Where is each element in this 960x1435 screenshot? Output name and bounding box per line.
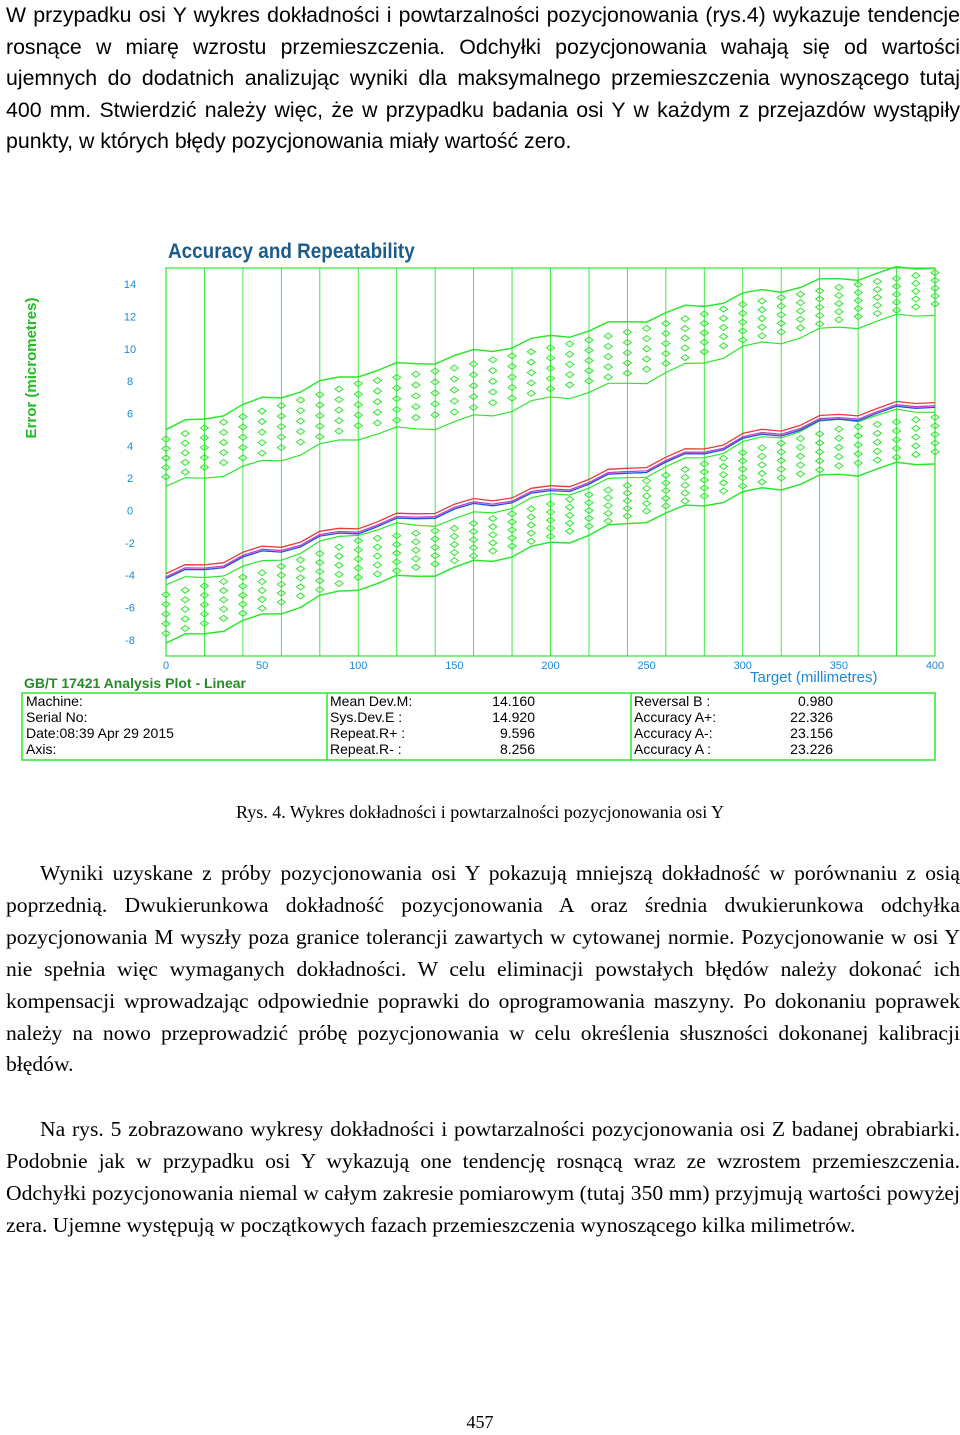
y-tick-label: 14 [123,279,137,292]
chart-title-text: Accuracy and Repeatability [168,240,415,264]
y-tick-label: 12 [123,311,137,324]
stats-value: 14.160 [492,693,535,709]
stats-value: 22.326 [790,709,833,725]
y-tick-label: 8 [126,376,134,389]
x-tick-label: 400 [925,660,945,672]
stats-label: Repeat.R- : [330,741,402,757]
stats-label: Sys.Dev.E : [330,709,403,725]
y-ticks [124,279,136,647]
stats-value: 0.980 [797,693,833,709]
stats-value: 9.596 [499,725,535,741]
x-tick-label: 0 [162,660,170,672]
y-tick-label: -6 [125,602,135,615]
stats-label: Accuracy A+: [634,709,717,725]
y-tick-label: 2 [126,473,134,486]
stats-value: 14.920 [492,709,535,725]
stats-label: Machine: [26,693,83,709]
stats-label: Reversal B : [634,693,711,709]
x-tick-label: 50 [256,660,269,672]
x-axis-label: Target (millimetres) [750,669,878,686]
y-tick-label: 0 [126,505,134,518]
chart-title [168,240,415,263]
x-tick-label: 300 [733,660,752,672]
x-tick-label: 150 [445,660,464,672]
analysis-footer [22,675,935,760]
accuracy-repeatability-figure [0,228,960,768]
x-tick-label: 100 [349,660,368,672]
y-tick-label: -4 [125,570,135,583]
stats-value: 23.156 [790,725,833,741]
x-tick-label: 200 [541,660,560,672]
stats-value: 23.226 [790,741,833,757]
stats-label: Accuracy A : [634,741,712,757]
y-axis-label: Error (micrometres) [23,297,40,439]
y-tick-label: -2 [125,537,135,550]
paragraph-z-axis: Na rys. 5 zobrazowano wykresy dokładności i powtarzalności pozycjonowania osi Z badanej obrabiarki. Podobnie jak w przypadku osi Y wykazują one tendencję rosnącą wraz ze wzrostem przemieszczenia. Odchyłki pozycjonowania niemal w całym zakresie pomiarowym (tutaj 350 mm) przyjmują wartości powyżej zera. Ujemne występują w początkowych fazach przemieszczenia wynoszącego kilka milimetrów. [6,1117,960,1237]
stats-label: Date:08:39 Apr 29 2015 [26,725,174,741]
stats-label: Mean Dev.M: [330,693,413,709]
y-tick-label: 10 [123,343,137,356]
figure-caption: Rys. 4. Wykres dokładności i powtarzalności pozycjonowania osi Y [235,802,725,822]
stats-label: Axis: [26,741,57,757]
x-tick-label: 350 [829,660,849,672]
x-tick-label: 250 [637,660,656,672]
stats-label: Repeat.R+ : [330,725,406,741]
footer-title: GB/T 17421 Analysis Plot - Linear [24,675,247,691]
plot-area [124,267,944,672]
y-tick-label: 4 [126,440,134,453]
y-tick-label: 6 [126,408,134,421]
y-tick-label: -8 [125,634,135,647]
stats-label: Serial No: [26,709,88,725]
stats-value: 8.256 [499,741,535,757]
paragraph-intro: W przypadku osi Y wykres dokładności i powtarzalności pozycjonowania (rys.4) wykazuje tendencje rosnące w miarę wzrostu przemieszczenia. Odchyłki pozycjonowania wahają się od wartości ujemnych do dodatnich analizując wyniki dla maksymalnego przemieszczenia wynoszącego tutaj 400 mm. Stwierdzić należy więc, że w przypadku badania osi Y w każdym z przejazdów wystąpiły punkty, w których błędy pozycjonowania miały wartość zero. [6,3,960,154]
stats-label: Accuracy A-: [634,725,713,741]
paragraph-results: Wyniki uzyskane z próby pozycjonowania osi Y pokazują mniejszą dokładność w porównaniu z osią poprzednią. Dwukierunkowa dokładność pozycjonowania A oraz średnia dwukierunkowa odchyłka pozycjonowania M wyszły poza granice tolerancji zawartych w cytowanej normie. Pozycjonowanie w osi Y nie spełnia więc wymaganych dokładności. W celu eliminacji powstałych błędów należy dokonać ich kompensacji wprowadzając odpowiednie poprawki do oprogramowania maszyny. Po dokonaniu poprawek należy na nowo przeprowadzić próbę pozycjonowania w celu określenia słuszności dokonanej kalibracji błędów. [6,861,960,1077]
page-number: 457 [466,1412,494,1432]
